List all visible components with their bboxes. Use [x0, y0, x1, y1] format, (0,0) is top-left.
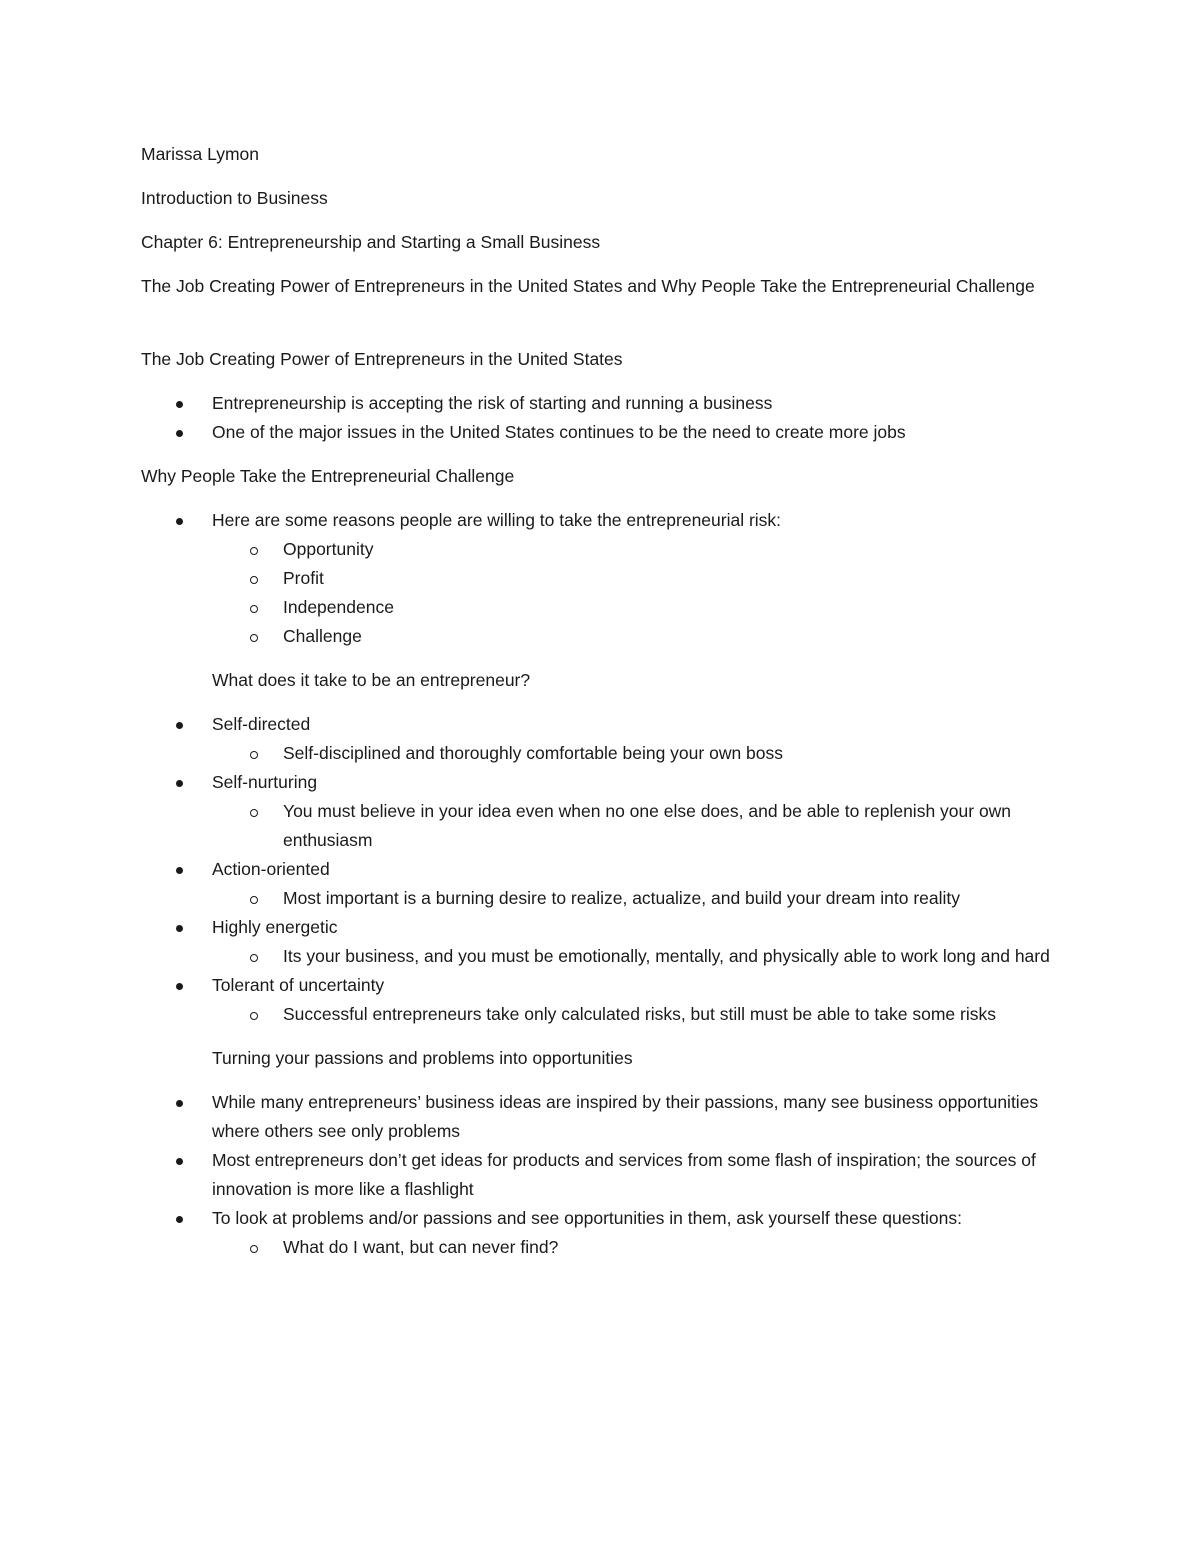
passions-bullet-list [141, 1088, 1061, 1262]
trait-detail: Its your business, and you must be emotionally, mentally, and physically able to work long and hard [283, 946, 1050, 966]
bullet-icon [176, 983, 183, 990]
list-item [141, 1146, 1061, 1204]
list-item-text: To look at problems and/or passions and see opportunities in them, ask yourself these questions: [212, 1208, 963, 1228]
bullet-icon [176, 780, 183, 787]
trait-sub-list [212, 1000, 1061, 1029]
hollow-bullet-icon [250, 751, 258, 759]
trait-name: Tolerant of uncertainty [212, 975, 385, 995]
chapter-title: Chapter 6: Entrepreneurship and Starting a Small Business [141, 232, 601, 252]
trait-sub-list [212, 942, 1061, 971]
passions-heading: Turning your passions and problems into opportunities [212, 1048, 633, 1068]
sub-list-item [212, 593, 1061, 622]
trait-name: Self-directed [212, 714, 311, 734]
trait-detail: Self-disciplined and thoroughly comfortable being your own boss [283, 743, 784, 763]
bullet-icon [176, 1100, 183, 1107]
sub-list-item [212, 564, 1061, 593]
bullet-icon [176, 518, 183, 525]
hollow-bullet-icon [250, 547, 258, 555]
bullet-icon [176, 867, 183, 874]
sub-list-item [212, 1000, 1061, 1029]
trait-detail: You must believe in your idea even when no one else does, and be able to replenish your own enthusiasm [283, 801, 1012, 850]
list-item-text: While many entrepreneurs’ business ideas are inspired by their passions, many see business opportunities where others see only problems [212, 1092, 1039, 1141]
blank-line [141, 316, 1061, 345]
sub-list-item [212, 535, 1061, 564]
author-name: Marissa Lymon [141, 144, 259, 164]
course-title: Introduction to Business [141, 188, 328, 208]
sub-list-item [212, 797, 1061, 855]
sub-list-item-text: Profit [283, 568, 324, 588]
list-item [141, 971, 1061, 1029]
list-item [141, 506, 1061, 651]
sub-list-item [212, 942, 1061, 971]
job-creating-bullet-list [141, 389, 1061, 447]
bullet-icon [176, 722, 183, 729]
trait-detail: Most important is a burning desire to realize, actualize, and build your dream into reality [283, 888, 961, 908]
bullet-icon [176, 401, 183, 408]
bullet-icon [176, 925, 183, 932]
hollow-bullet-icon [250, 896, 258, 904]
bullet-icon [176, 1158, 183, 1165]
sub-list-item-text: Challenge [283, 626, 362, 646]
list-item [141, 768, 1061, 855]
list-item-text: Entrepreneurship is accepting the risk of starting and running a business [212, 393, 773, 413]
sub-list-item-text: What do I want, but can never find? [283, 1237, 559, 1257]
traits-bullet-list [141, 710, 1061, 1029]
trait-name: Self-nurturing [212, 772, 318, 792]
trait-sub-list [212, 884, 1061, 913]
hollow-bullet-icon [250, 634, 258, 642]
list-item-text: Most entrepreneurs don’t get ideas for products and services from some flash of inspiration; the sources of innovation is more like a flashlight [212, 1150, 1036, 1199]
questions-sub-list [212, 1233, 1061, 1262]
section-heading-job-creating: The Job Creating Power of Entrepreneurs in the United States [141, 349, 623, 369]
trait-name: Highly energetic [212, 917, 338, 937]
trait-sub-list [212, 739, 1061, 768]
list-item [141, 913, 1061, 971]
sub-list-item [212, 622, 1061, 651]
reasons-bullet-list [141, 506, 1061, 651]
list-item [141, 389, 1061, 418]
sub-list-item-text: Opportunity [283, 539, 374, 559]
sub-list-item [212, 1233, 1061, 1262]
list-item-text: Here are some reasons people are willing to take the entrepreneurial risk: [212, 510, 782, 530]
hollow-bullet-icon [250, 1012, 258, 1020]
trait-name: Action-oriented [212, 859, 330, 879]
list-item [141, 418, 1061, 447]
document-page [141, 140, 1061, 1277]
hollow-bullet-icon [250, 809, 258, 817]
section-heading-why-people: Why People Take the Entrepreneurial Challenge [141, 466, 515, 486]
trait-sub-list [212, 797, 1061, 855]
list-item [141, 1204, 1061, 1262]
sub-list-item [212, 739, 1061, 768]
sub-list-item [212, 884, 1061, 913]
topic-title: The Job Creating Power of Entrepreneurs in the United States and Why People Take the Entrepreneurial Challenge [141, 276, 1035, 296]
bullet-icon [176, 430, 183, 437]
bullet-icon [176, 1216, 183, 1223]
hollow-bullet-icon [250, 576, 258, 584]
hollow-bullet-icon [250, 954, 258, 962]
list-item [141, 1088, 1061, 1146]
trait-detail: Successful entrepreneurs take only calculated risks, but still must be able to take some risks [283, 1004, 996, 1024]
hollow-bullet-icon [250, 605, 258, 613]
list-item [141, 855, 1061, 913]
list-item-text: One of the major issues in the United States continues to be the need to create more jobs [212, 422, 906, 442]
reasons-sub-list [212, 535, 1061, 651]
hollow-bullet-icon [250, 1245, 258, 1253]
list-item [141, 710, 1061, 768]
entrepreneur-question: What does it take to be an entrepreneur? [212, 670, 531, 690]
sub-list-item-text: Independence [283, 597, 394, 617]
